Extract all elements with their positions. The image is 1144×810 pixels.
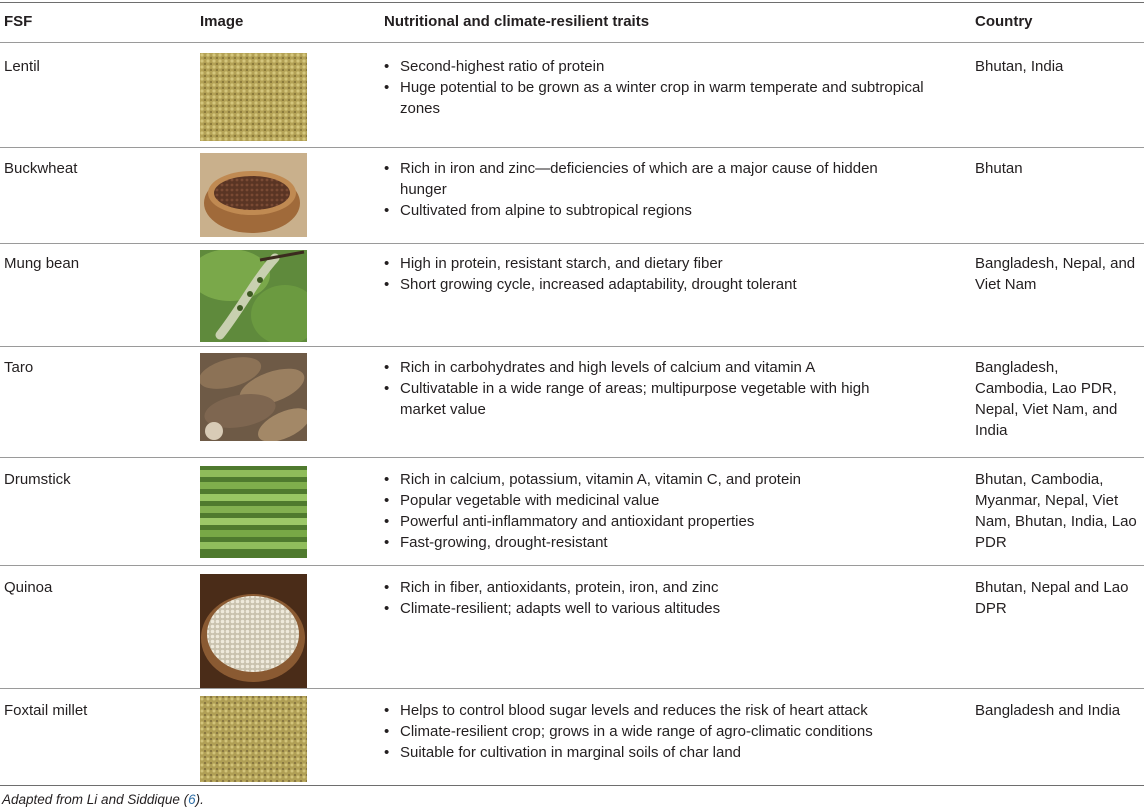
country-cell: Bangladesh, Nepal, and Viet Nam bbox=[975, 255, 1136, 293]
mung-bean-pod-image bbox=[200, 250, 307, 342]
fsf-cell: Drumstick bbox=[4, 471, 71, 488]
trait-item: • High in protein, resistant starch, and dietary fiber bbox=[384, 253, 944, 274]
traits-list bbox=[384, 700, 964, 763]
fsf-cell: Buckwheat bbox=[4, 160, 78, 177]
traits-list bbox=[384, 577, 944, 619]
row-rule bbox=[0, 565, 1144, 566]
lentil-seeds-image bbox=[200, 53, 307, 141]
trait-item: • Cultivated from alpine to subtropical regions bbox=[384, 200, 904, 221]
trait-item: • Rich in carbohydrates and high levels of calcium and vitamin A bbox=[384, 357, 904, 378]
trait-item: • Rich in iron and zinc—deficiencies of which are a major cause of hidden hunger bbox=[384, 158, 904, 200]
trait-item: • Climate-resilient crop; grows in a wide range of agro-climatic conditions bbox=[384, 721, 964, 742]
table-top-rule bbox=[0, 2, 1144, 3]
header-rule bbox=[0, 42, 1144, 43]
traits-list bbox=[384, 253, 944, 295]
table-bottom-rule bbox=[0, 785, 1144, 786]
table-footnote: Adapted from Li and Siddique (6). bbox=[2, 792, 204, 807]
header-image: Image bbox=[200, 13, 244, 30]
traits-list bbox=[384, 357, 904, 420]
country-cell: Bhutan, Nepal and Lao DPR bbox=[975, 579, 1129, 617]
trait-item: • Climate-resilient; adapts well to various altitudes bbox=[384, 598, 944, 619]
country-cell: Bangladesh, Cambodia, Lao PDR, Nepal, Viet Nam, and India bbox=[975, 359, 1118, 439]
trait-item: • Helps to control blood sugar levels and reduces the risk of heart attack bbox=[384, 700, 964, 721]
fsf-cell: Foxtail millet bbox=[4, 702, 88, 719]
trait-item: • Cultivatable in a wide range of areas; multipurpose vegetable with high market value bbox=[384, 378, 904, 420]
country-cell: Bhutan bbox=[975, 160, 1023, 177]
trait-item: • Fast-growing, drought-resistant bbox=[384, 532, 944, 553]
row-rule bbox=[0, 688, 1144, 689]
fsf-cell: Mung bean bbox=[4, 255, 80, 272]
footnote-prefix: Adapted from bbox=[2, 792, 87, 807]
trait-item: • Second-highest ratio of protein bbox=[384, 56, 944, 77]
row-rule bbox=[0, 243, 1144, 244]
trait-item: • Rich in fiber, antioxidants, protein, iron, and zinc bbox=[384, 577, 944, 598]
trait-item: • Powerful anti-inflammatory and antioxidant properties bbox=[384, 511, 944, 532]
trait-item: • Popular vegetable with medicinal value bbox=[384, 490, 944, 511]
traits-list bbox=[384, 158, 904, 221]
trait-item: • Huge potential to be grown as a winter crop in warm temperate and subtropical zones bbox=[384, 77, 944, 119]
fsf-cell: Taro bbox=[4, 359, 34, 376]
country-cell: Bhutan, Cambodia, Myanmar, Nepal, Viet Nam, Bhutan, India, Lao PDR bbox=[975, 471, 1137, 551]
footnote-authors: Li and Siddique bbox=[86, 792, 180, 807]
traits-list bbox=[384, 56, 944, 119]
trait-item: • Suitable for cultivation in marginal soils of char land bbox=[384, 742, 964, 763]
header-traits: Nutritional and climate-resilient traits bbox=[384, 13, 650, 30]
taro-roots-image bbox=[200, 353, 307, 441]
row-rule bbox=[0, 147, 1144, 148]
row-rule bbox=[0, 457, 1144, 458]
quinoa-bowl-image bbox=[200, 574, 307, 688]
drumstick-pods-image bbox=[200, 466, 307, 558]
footnote-suffix: ). bbox=[195, 792, 204, 807]
header-country: Country bbox=[975, 13, 1033, 30]
row-rule bbox=[0, 346, 1144, 347]
trait-item: • Rich in calcium, potassium, vitamin A, vitamin C, and protein bbox=[384, 469, 944, 490]
header-fsf: FSF bbox=[4, 13, 33, 30]
traits-list bbox=[384, 469, 944, 553]
foxtail-millet-seeds-image bbox=[200, 696, 307, 782]
fsf-cell: Lentil bbox=[4, 58, 40, 75]
footnote-reference-link[interactable]: 6 bbox=[188, 792, 196, 807]
buckwheat-bowl-image bbox=[200, 153, 307, 237]
trait-item: • Short growing cycle, increased adaptability, drought tolerant bbox=[384, 274, 944, 295]
fsf-cell: Quinoa bbox=[4, 579, 53, 596]
country-cell: Bhutan, India bbox=[975, 58, 1064, 75]
country-cell: Bangladesh and India bbox=[975, 702, 1121, 719]
